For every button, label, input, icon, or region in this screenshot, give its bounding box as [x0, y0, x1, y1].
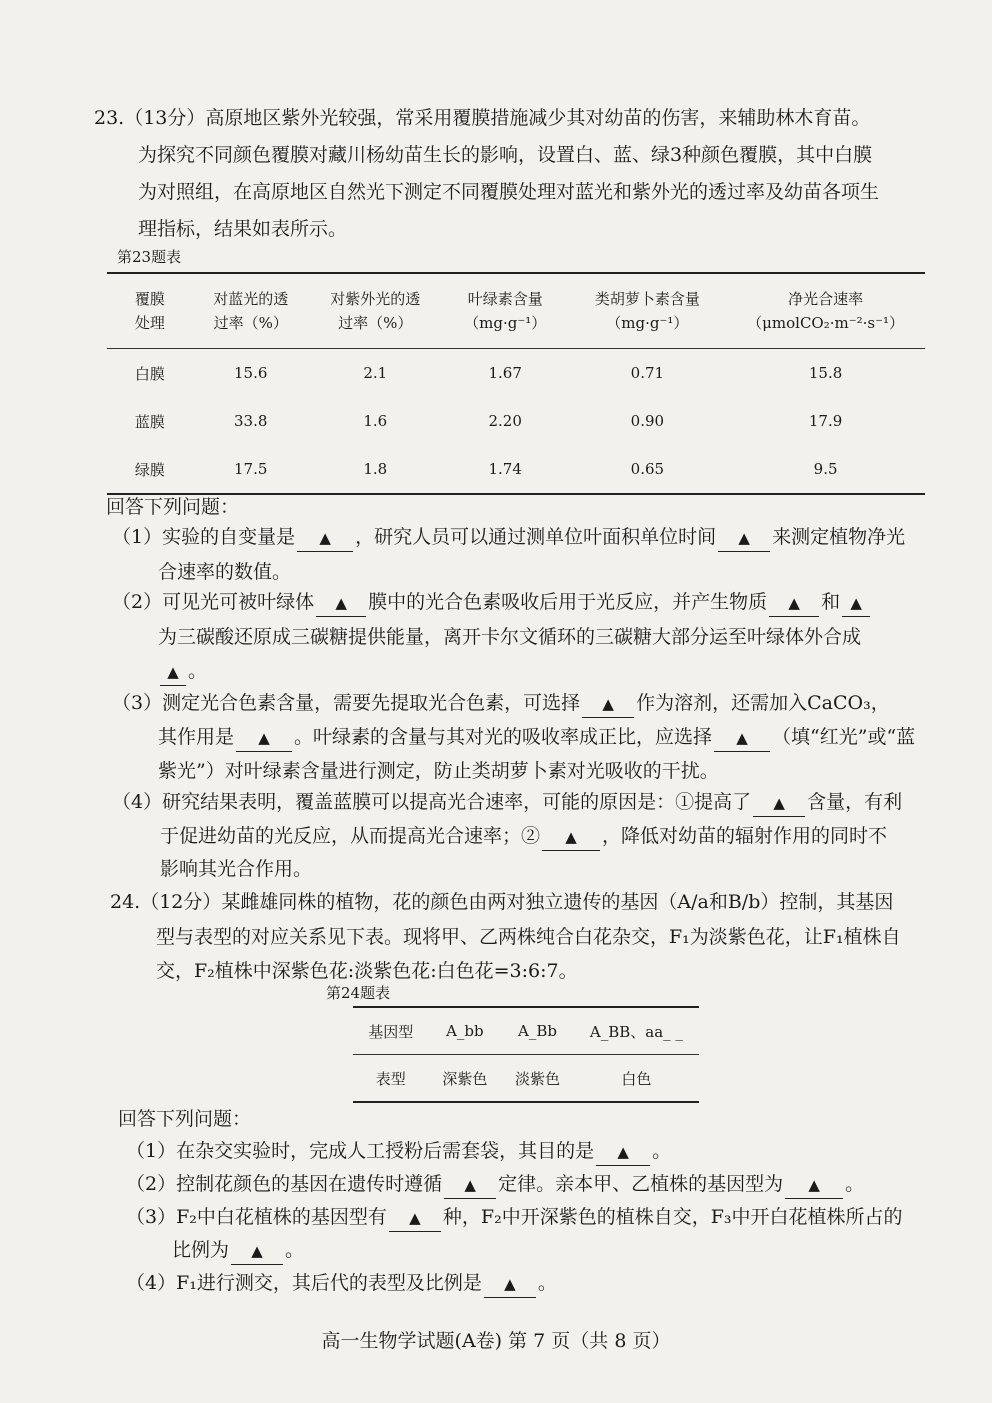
q24-sub3-text: 。 — [285, 1239, 305, 1261]
q23-sub1-line-1 — [112, 520, 905, 554]
answer-blank[interactable]: ▲ — [753, 789, 805, 817]
q23-cell: 蓝膜 — [134, 412, 165, 431]
q23-sub1-text: ，研究人员可以通过测单位叶面积单位时间 — [355, 526, 717, 548]
q23-line-2: 为探究不同颜色覆膜对藏川杨幼苗生长的影响，设置白、蓝、绿3种颜色覆膜，其中白膜 — [138, 144, 873, 166]
q24-sub2-text: 定律。亲本甲、乙植株的基因型为 — [498, 1173, 784, 1195]
q24-table-caption: 第24题表 — [326, 984, 391, 1002]
q23-cell: 17.9 — [808, 412, 843, 430]
q23-sub2-text: （2）可见光可被叶绿体 — [112, 591, 315, 613]
q23-cell: 绿膜 — [107, 445, 193, 494]
q23-table — [107, 272, 925, 495]
answer-blank[interactable]: ▲ — [769, 589, 819, 617]
answer-blank[interactable]: ▲ — [542, 823, 600, 851]
q23-sub4-text: 于促进幼苗的光反应，从而提高光合速率；② — [160, 825, 541, 847]
q24-line-1: 24.（12分）某雌雄同株的植物，花的颜色由两对独立遗传的基因（A/a和B/b）控制，其基因 — [110, 891, 894, 913]
q24-sub2-line — [126, 1167, 864, 1201]
q23-sub2-text: 膜中的光合色素吸收后用于光反应，并产生物质 — [368, 591, 768, 613]
q23-cell: 9.5 — [726, 445, 925, 494]
q23-sub2-line-3 — [158, 654, 207, 688]
q24-genotype-cell: A_bb — [429, 1007, 502, 1055]
q23-sub4-line-2 — [160, 819, 887, 853]
q23-cell: 15.8 — [808, 364, 843, 382]
q23-answer-prompt: 回答下列问题： — [106, 496, 240, 518]
q23-cell: 0.90 — [630, 412, 665, 430]
q23-header-chlorophyll: 叶绿素含量 （mg·g⁻¹） — [442, 273, 569, 349]
q23-table-row — [107, 397, 925, 445]
q24-answer-prompt: 回答下列问题： — [118, 1108, 252, 1130]
q23-header-photosynthesis-rate: 净光合速率 （μmolCO₂·m⁻²·s⁻¹） — [726, 273, 925, 349]
answer-blank[interactable]: ▲ — [484, 1270, 536, 1298]
q23-line-1: 23.（13分）高原地区紫外光较强，常采用覆膜措施减少其对幼苗的伤害，来辅助林木育苗。 — [94, 107, 871, 129]
q23-cell: 白膜 — [134, 364, 165, 383]
q24-genotype-label: 基因型 — [353, 1007, 429, 1055]
q23-sub1-line-2: 合速率的数值。 — [158, 561, 292, 583]
q23-sub2-text: 和 — [821, 591, 841, 613]
q23-cell: 17.5 — [193, 445, 309, 494]
answer-blank[interactable]: ▲ — [785, 1171, 843, 1199]
q24-line-2: 型与表型的对应关系见下表。现将甲、乙两株纯合白花杂交，F₁为淡紫色花，让F₁植株自 — [156, 926, 901, 948]
q24-line-3: 交，F₂植株中深紫色花:淡紫色花:白色花=3:6:7。 — [156, 960, 578, 982]
q23-table-caption: 第23题表 — [117, 248, 182, 266]
q23-header-carotenoid: 类胡萝卜素含量 （mg·g⁻¹） — [569, 273, 727, 349]
q23-sub3-text: 。叶绿素的含量与其对光的吸收率成正比，应选择 — [294, 726, 713, 748]
q23-table-row — [107, 349, 925, 398]
q23-table-header-row — [107, 273, 925, 349]
q23-sub4-text: 含量，有利 — [807, 791, 903, 813]
answer-blank[interactable]: ▲ — [231, 1237, 283, 1265]
q24-sub1-text: （1）在杂交实验时，完成人工授粉后需套袋，其目的是 — [126, 1140, 595, 1162]
q23-cell: 0.65 — [569, 445, 727, 494]
q23-cell: 1.8 — [309, 445, 442, 494]
q23-cell: 0.71 — [630, 364, 665, 382]
q23-sub1-text: （1）实验的自变量是 — [112, 526, 296, 548]
answer-blank[interactable]: ▲ — [236, 724, 292, 752]
q23-sub3-text: （填“红光”或“蓝 — [772, 726, 916, 748]
q24-phenotype-label: 表型 — [353, 1055, 429, 1103]
q24-phenotype-cell: 淡紫色 — [501, 1055, 574, 1103]
q24-sub2-text: （2）控制花颜色的基因在遗传时遵循 — [126, 1173, 443, 1195]
q24-genotype-cell: A_Bb — [501, 1007, 574, 1055]
q24-sub1-line — [126, 1134, 671, 1168]
page-footer: 高一生物学试题(A卷) 第 7 页（共 8 页） — [321, 1330, 671, 1352]
q23-cell: 2.20 — [488, 412, 522, 430]
answer-blank[interactable]: ▲ — [160, 658, 186, 686]
q23-line-4: 理指标，结果如表所示。 — [138, 218, 348, 240]
q24-table — [353, 1006, 699, 1103]
q23-sub3-text: 作为溶剂，还需加入CaCO₃， — [636, 692, 890, 714]
q24-genotype-cell: A_BB、aa_ _ — [574, 1007, 699, 1055]
answer-blank[interactable]: ▲ — [596, 1138, 650, 1166]
q23-sub4-text: ，降低对幼苗的辐射作用的同时不 — [602, 825, 888, 847]
q24-sub4-line — [126, 1266, 557, 1300]
q23-sub3-line-2 — [158, 720, 915, 754]
answer-blank[interactable]: ▲ — [297, 524, 353, 552]
answer-blank[interactable]: ▲ — [718, 524, 770, 552]
q24-phenotype-row — [353, 1055, 699, 1103]
q24-phenotype-cell: 白色 — [574, 1055, 699, 1103]
q23-sub3-text: （3）测定光合色素含量，需要先提取光合色素，可选择 — [112, 692, 581, 714]
q23-sub2-line-2: 为三碳酸还原成三碳糖提供能量，离开卡尔文循环的三碳糖大部分运至叶绿体外合成 — [158, 626, 862, 648]
q24-genotype-row — [353, 1007, 699, 1055]
answer-blank[interactable]: ▲ — [582, 690, 634, 718]
q24-sub3-text: 种，F₂中开深紫色的植株自交，F₃中开白花植株所占的 — [442, 1206, 903, 1228]
q23-cell: 1.67 — [488, 364, 522, 382]
q23-sub3-line-3: 紫光”）对叶绿素含量进行测定，防止类胡萝卜素对光吸收的干扰。 — [158, 760, 719, 782]
q24-phenotype-cell: 深紫色 — [429, 1055, 502, 1103]
answer-blank[interactable]: ▲ — [389, 1204, 441, 1232]
q23-header-uv-transmittance: 对紫外光的透 过率（%） — [309, 273, 442, 349]
q23-cell: 33.8 — [234, 412, 268, 430]
q24-sub3-line-2 — [172, 1233, 304, 1267]
q23-line-3: 为对照组，在高原地区自然光下测定不同覆膜处理对蓝光和紫外光的透过率及幼苗各项生 — [138, 181, 880, 203]
q23-sub4-line-3: 影响其光合作用。 — [160, 858, 313, 880]
q24-sub4-text: （4）F₁进行测交，其后代的表型及比例是 — [126, 1272, 482, 1294]
q24-sub4-text: 。 — [537, 1272, 557, 1294]
q23-sub2-line-1 — [112, 585, 872, 619]
answer-blank[interactable]: ▲ — [316, 589, 366, 617]
q23-cell: 1.74 — [442, 445, 569, 494]
answer-blank[interactable]: ▲ — [842, 589, 870, 617]
q23-header-treatment: 覆膜 处理 — [107, 273, 193, 349]
q24-sub2-text: 。 — [845, 1173, 865, 1195]
q24-sub3-text: 比例为 — [172, 1239, 230, 1261]
q23-sub1-text: 来测定植物净光 — [772, 526, 906, 548]
q23-header-blue-transmittance: 对蓝光的透 过率（%） — [193, 273, 309, 349]
answer-blank[interactable]: ▲ — [714, 724, 770, 752]
q23-sub4-line-1 — [112, 785, 902, 819]
q24-sub3-text: （3）F₂中白花植株的基因型有 — [126, 1206, 387, 1228]
q23-sub2-text: 。 — [188, 660, 208, 682]
q23-sub4-text: （4）研究结果表明，覆盖蓝膜可以提高光合速率，可能的原因是：①提高了 — [112, 791, 752, 813]
q23-sub3-line-1 — [112, 686, 890, 720]
q24-sub1-text: 。 — [652, 1140, 672, 1162]
q23-sub3-text: 其作用是 — [158, 726, 235, 748]
answer-blank[interactable]: ▲ — [444, 1171, 496, 1199]
q23-cell: 15.6 — [234, 364, 268, 382]
q23-table-row — [107, 445, 925, 494]
q23-cell: 2.1 — [363, 364, 388, 382]
q23-cell: 1.6 — [363, 412, 388, 430]
q24-sub3-line-1 — [126, 1200, 903, 1234]
